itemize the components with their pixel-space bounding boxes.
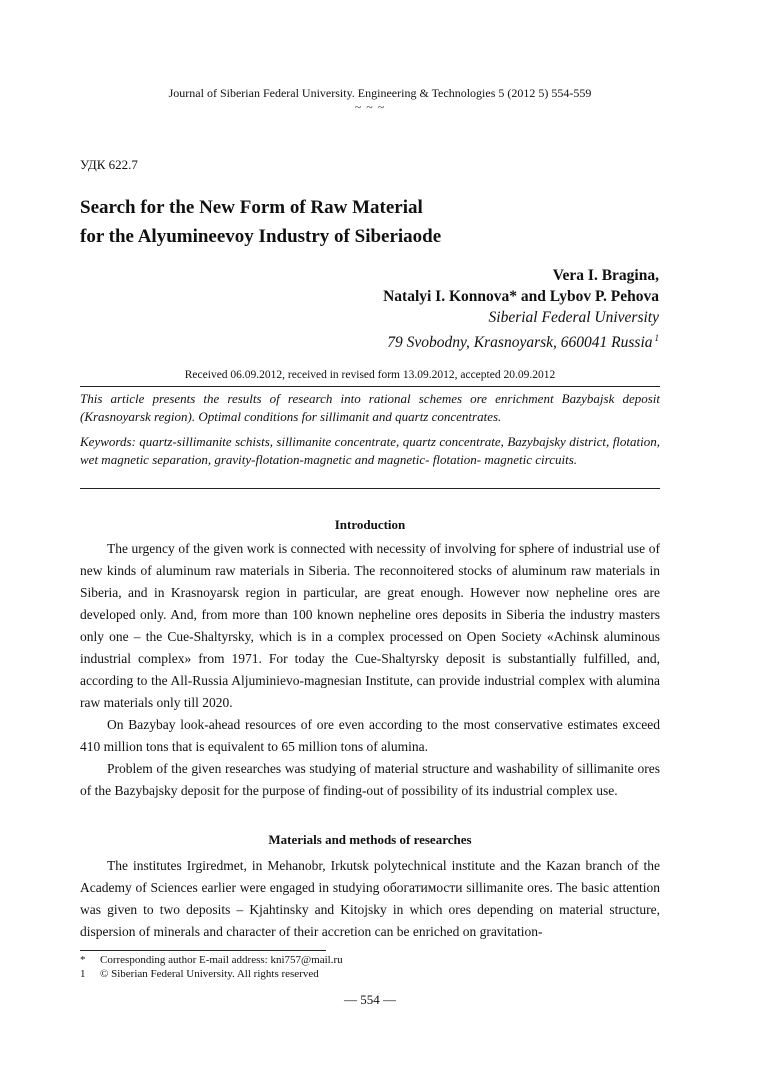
paragraph: The institutes Irgiredmet, in Mehanobr, Irkutsk polytechnical institute and the Kazan branch of the Academy of Sciences earlier were engaged in studying обогатимости sillimanite ores. The basic attention was given to two deposits – Kjahtinsky and Kitojsky in which ores depending on material structure, dispersion of minerals and character of their accretion can be enriched on gravitation- <box>80 858 660 939</box>
author-line-2: Natalyi I. Konnova* and Lybov P. Pehova <box>383 288 659 305</box>
methods-heading: Materials and methods of researches <box>268 832 472 847</box>
footnote <box>80 967 343 981</box>
abstract: This article presents the results of research into rational schemes ore enrichment Bazybajsk deposit (Krasnoyarsk region). Optimal conditions for sillimanit and quartz concentrates. <box>80 391 660 424</box>
title-line-1: Search for the New Form of Raw Material <box>80 197 423 218</box>
author-block <box>383 265 659 353</box>
footnote-text: © Siberian Federal University. All rights reserved <box>100 968 319 980</box>
title-line-2: for the Alyumineevoy Industry of Siberiaode <box>80 226 442 247</box>
paragraph: Problem of the given researches was studying of material structure and washability of sillimanite ores of the Bazybajsky deposit for the purpose of finding-out of possibility of its industrial complex use. <box>80 761 660 798</box>
affiliation: Siberial Federal University <box>488 309 659 326</box>
footnote-mark: * <box>80 954 86 966</box>
footnotes <box>80 953 343 981</box>
footnote-rule <box>80 950 326 951</box>
paragraph: On Bazybay look-ahead resources of ore even according to the most conservative estimates exceed 410 million tons that is equivalent to 65 million tons of alumina. <box>80 717 660 754</box>
methods-body <box>80 855 660 943</box>
introduction-heading: Introduction <box>334 517 406 532</box>
journal-header: Journal of Siberian Federal University. Engineering & Technologies 5 (2012 5) 554-559 <box>168 86 592 100</box>
article-title <box>80 193 680 251</box>
abstract-top-rule <box>80 386 660 387</box>
received-dates: Received 06.09.2012, received in revised form 13.09.2012, accepted 20.09.2012 <box>184 369 556 381</box>
abstract-bottom-rule <box>80 488 660 489</box>
paragraph: The urgency of the given work is connected with necessity of involving for sphere of industrial use of new kinds of aluminum raw materials in Siberia. The reconnoitered stocks of aluminum raw materials in Siberia, and in Krasnoyarsk region in particular, are great enough. However now nepheline ores are developed only. And, from more than 100 known nepheline ores deposits in Siberia the industry masters only one – the Cue-Shaltyrsky, which is in a complex processed on Open Society «Achinsk aluminous industrial complex» from 1971. For today the Cue-Shaltyrsky deposit is substantially fulfilled, and, according to the All-Russia Aljuminievo-magnesian Institute, can provide industrial complex with alumina raw materials only till 2020. <box>80 541 660 710</box>
header-ornament: ~ ~ ~ <box>354 100 386 114</box>
footnote-mark: 1 <box>80 968 86 980</box>
author-line-1: Vera I. Bragina, <box>552 267 659 284</box>
page-number: — 554 — <box>344 992 396 1007</box>
introduction-body <box>80 538 660 802</box>
address-footnote-mark: 1 <box>654 333 659 343</box>
address-text: 79 Svobodny, Krasnoyarsk, 660041 Russia <box>387 334 653 352</box>
udc-code: УДК 622.7 <box>80 157 138 172</box>
footnote-text: Corresponding author E-mail address: kni757@mail.ru <box>100 954 343 966</box>
keywords: Keywords: quartz-sillimanite schists, sillimanite concentrate, quartz concentrate, Bazybajsky district, flotation, wet magnetic separation, gravity-flotation-magnetic and magnetic- flotation- magnetic circuits. <box>80 434 660 467</box>
footnote <box>80 953 343 967</box>
address <box>383 328 659 353</box>
